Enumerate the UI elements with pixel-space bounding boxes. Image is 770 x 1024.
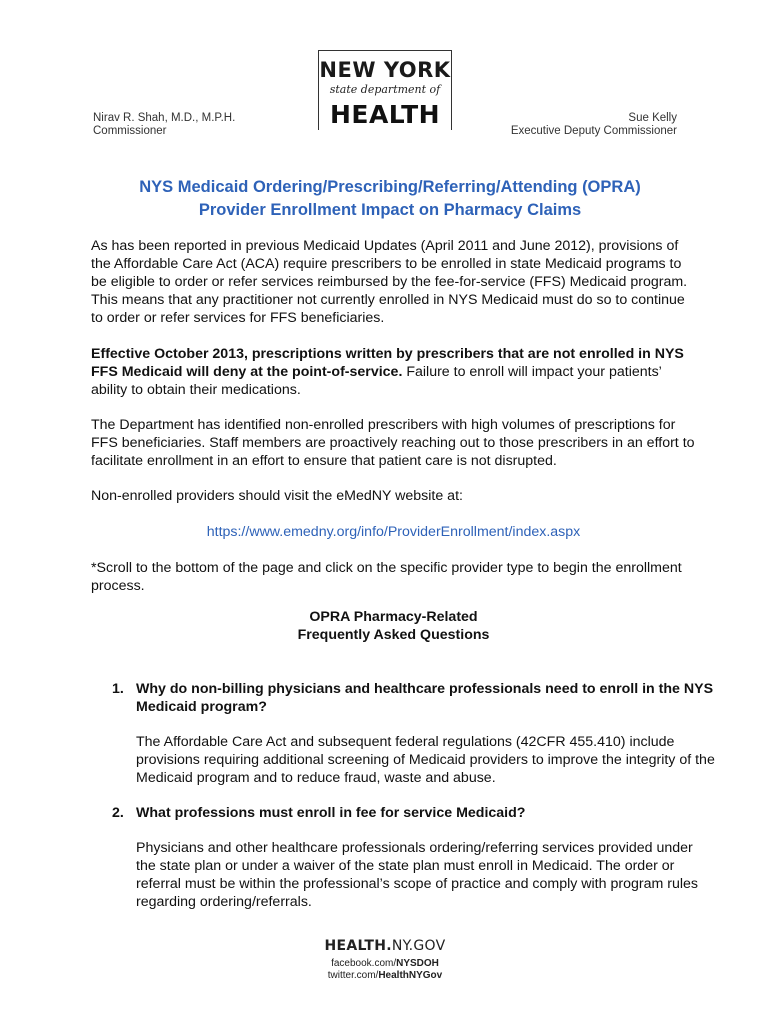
faq-1-number: 1.: [112, 681, 124, 697]
faq-1-answer: The Affordable Care Act and subsequent federal regulations (42CFR 455.410) include provisions requiring additional screening of Medicaid providers to improve the integrity of the Medicaid program and to reduce fraud, waste and abuse.: [136, 734, 715, 786]
footer-twitter-handle: HealthNYGov: [378, 970, 443, 981]
faq-1-question: Why do non-billing physicians and healthcare professionals need to enroll in the NYS Medicaid program?: [136, 681, 714, 715]
emedny-link[interactable]: https://www.emedny.org/info/ProviderEnrollment/index.aspx: [206, 524, 581, 540]
faq-heading-line-2: Frequently Asked Questions: [297, 627, 490, 643]
commissioner-name: Nirav R. Shah, M.D., M.P.H.: [93, 112, 236, 124]
footer-twitter: [0, 970, 770, 982]
title-line-2: Provider Enrollment Impact on Pharmacy Claims: [198, 201, 582, 219]
faq-2-question: What professions must enroll in fee for service Medicaid?: [136, 805, 526, 821]
document-title: [40, 176, 740, 222]
faq-heading-line-1: OPRA Pharmacy-Related: [309, 609, 478, 625]
logo-new-york: NEW YORK: [319, 58, 451, 82]
paragraph-visit-emedny: Non-enrolled providers should visit the eMedNY website at:: [91, 488, 463, 504]
logo-state-department: state department of: [329, 83, 441, 96]
effective-date-rest: Failure to enroll will impact your patients’ ability to obtain their medications.: [91, 364, 662, 398]
logo-health: HEALTH: [329, 100, 441, 129]
footer-site-rest: NY.GOV: [391, 938, 446, 954]
footer-site-main: HEALTH.: [324, 938, 392, 954]
footer-website: [0, 938, 770, 954]
faq-2-number: 2.: [112, 805, 124, 821]
title-line-1: NYS Medicaid Ordering/Prescribing/Referring/Attending (OPRA): [139, 178, 641, 196]
faq-2-answer: Physicians and other healthcare professionals ordering/referring services provided under the state plan or under a waiver of the state plan must enroll in Medicaid. The order or referral must be within the professional’s scope of practice and comply with program rules regarding ordering/referrals.: [136, 840, 698, 910]
deputy-commissioner-name: Sue Kelly: [628, 112, 677, 124]
commissioner-title: Commissioner: [93, 125, 167, 137]
footer-facebook: [0, 958, 770, 970]
deputy-commissioner-title: Executive Deputy Commissioner: [510, 125, 677, 137]
paragraph-scroll-instructions: *Scroll to the bottom of the page and click on the specific provider type to begin the enrollment process.: [91, 560, 682, 594]
footer-twitter-prefix: twitter.com/: [327, 970, 379, 981]
faq-heading: [91, 608, 696, 644]
effective-date-bold: Effective October 2013, prescriptions written by prescribers that are not enrolled in NYS FFS Medicaid will deny at the point-of-service.: [91, 346, 684, 380]
nys-health-logo: [318, 50, 452, 130]
paragraph-outreach: The Department has identified non-enrolled prescribers with high volumes of prescriptions for FFS beneficiaries. Staff members are proactively reaching out to those prescribers in an effort to facilitate enrollment in an effort to ensure that patient care is not disrupted.: [91, 417, 695, 469]
paragraph-aca-requirements: As has been reported in previous Medicaid Updates (April 2011 and June 2012), provisions of the Affordable Care Act (ACA) require prescribers to be enrolled in state Medicaid programs to be eligible to order or refer services reimbursed by the fee-for-service (FFS) Medicaid program. This means that any practitioner not currently enrolled in NYS Medicaid must do so to continue to order or refer services for FFS beneficiaries.: [91, 238, 688, 326]
paragraph-effective-date: [91, 345, 696, 399]
footer-facebook-prefix: facebook.com/: [331, 958, 397, 969]
footer-facebook-handle: NYSDOH: [396, 958, 439, 969]
